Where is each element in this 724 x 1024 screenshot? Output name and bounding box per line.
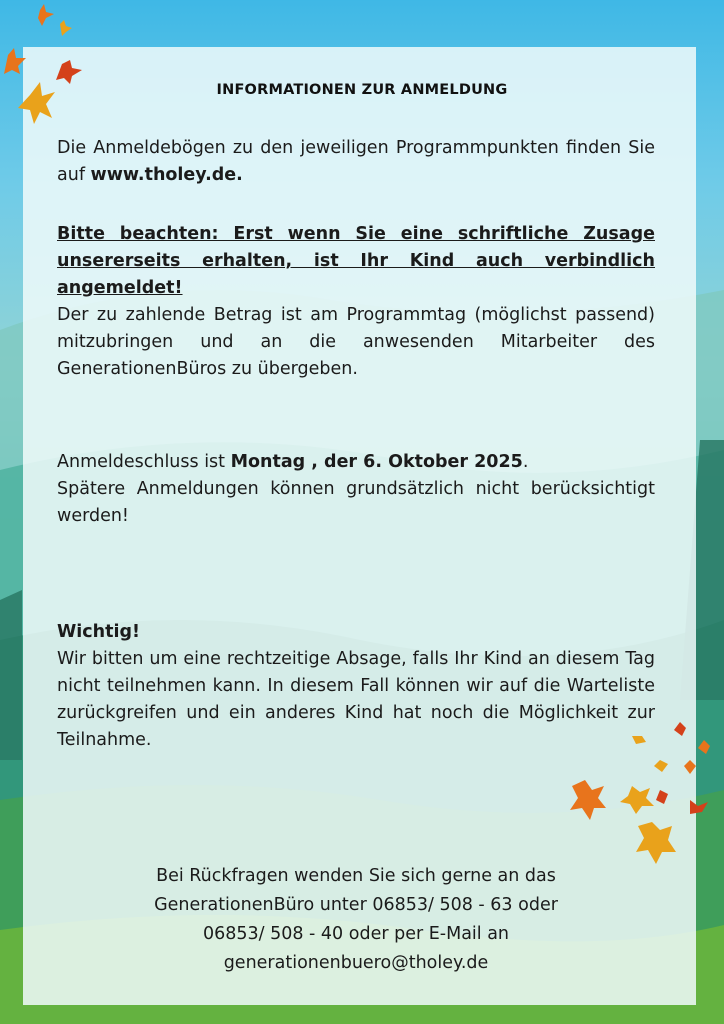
- deadline-date: Montag , der 6. Oktober 2025: [230, 452, 523, 472]
- contact-email: generationenbuero@tholey.de: [223, 953, 489, 973]
- important-text: Wir bitten um eine rechtzeitige Absage, falls Ihr Kind an diesem Tag nicht teilnehmen kann. In diesem Fall können wir auf die Warteliste zurückgreifen und ein anderes Kind hat noch die Möglichkeit zur Teilnahme.: [57, 649, 655, 750]
- deadline-text: Spätere Anmeldungen können grundsätzlich nicht berücksichtigt werden!: [57, 479, 655, 526]
- contact-line-1: Bei Rückfragen wenden Sie sich gerne an das: [156, 866, 556, 886]
- important-paragraph: [57, 619, 655, 754]
- important-title: Wichtig!: [57, 622, 141, 642]
- notice-text: Der zu zahlende Betrag ist am Programmtag (möglichst passend) mitzubringen und an die anwesenden Mitarbeiter des GenerationenBüros zu übergeben.: [57, 305, 655, 379]
- deadline-suffix: .: [522, 452, 529, 472]
- deadline-paragraph: [57, 449, 655, 530]
- notice-paragraph: [57, 221, 655, 383]
- contact-line-2: GenerationenBüro unter 06853/ 508 - 63 oder: [154, 895, 558, 915]
- intro-paragraph: [57, 135, 655, 189]
- contact-info: [57, 862, 655, 978]
- deadline-prefix: Anmeldeschluss ist: [57, 452, 231, 472]
- page-title: INFORMATIONEN ZUR ANMELDUNG: [216, 82, 508, 98]
- contact-line-3: 06853/ 508 - 40 oder per E-Mail an: [202, 924, 510, 944]
- autumn-leaf-icon: [4, 4, 82, 124]
- website-link: www.tholey.de.: [90, 165, 243, 185]
- intro-text: Die Anmeldebögen zu den jeweiligen Programmpunkten finden Sie auf: [57, 138, 655, 185]
- notice-bold-text: Bitte beachten: Erst wenn Sie eine schriftliche Zusage unsererseits erhalten, ist Ihr Kind auch verbindlich angemeldet!: [57, 224, 655, 298]
